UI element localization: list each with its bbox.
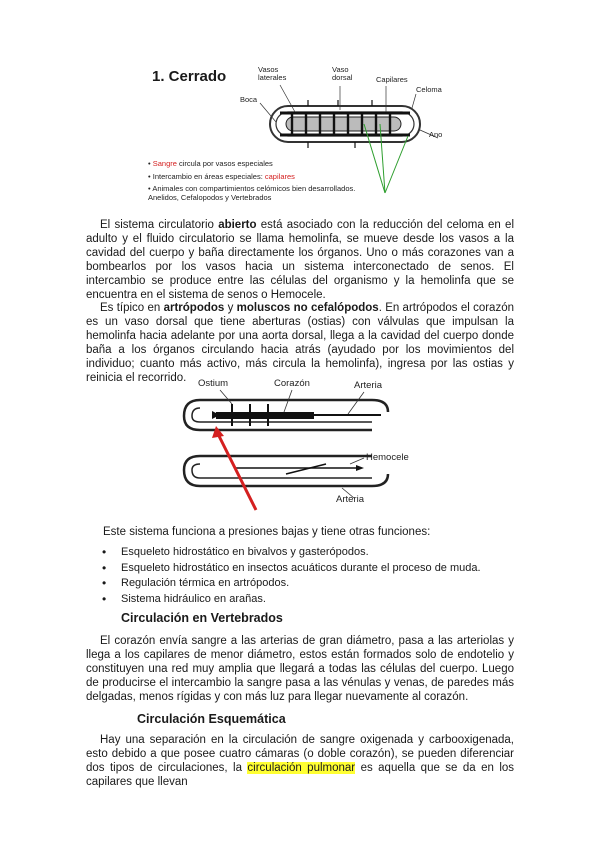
open-system-diagram bbox=[176, 374, 406, 512]
caption-line-4: Anelidos, Cefalopodos y Vertebrados bbox=[148, 193, 272, 202]
figure-title: 1. Cerrado bbox=[152, 68, 227, 85]
list-item: • Esqueleto hidrostático en bivalvos y gasterópodos. bbox=[102, 545, 481, 561]
label-celoma: Celoma bbox=[416, 85, 442, 94]
list-item: • Esqueleto hidrostático en insectos acuáticos durante el proceso de muda. bbox=[102, 561, 481, 577]
figure-closed-system bbox=[140, 60, 443, 210]
list-item: • Sistema hidráulico en arañas. bbox=[102, 592, 481, 608]
label-vasos-laterales: Vasos laterales bbox=[258, 65, 287, 82]
paragraph-artropodos: Es típico en artrópodos y moluscos no cefalópodos. En artrópodos el corazón es un vaso dorsal que tiene aberturas (ostias) con válvulas que impulsan la hemolinfa hacia adelante por una aorta dorsal, llega a la cavidad del cuerpo donde baña a los órganos circulando hacia atrás (ayudado por los movimientos del individuo; cuanto más activo, más circula la hemolinfa), ingresa por las ostias y reinicia el recorrido. bbox=[86, 302, 514, 384]
label-boca: Boca bbox=[240, 95, 258, 104]
paragraph-esquematica: Hay una separación en la circulación de sangre oxigenada y carbooxigenada, esto debido a que posee cuatro cámaras (o doble corazón), se pueden diferenciar dos tipos de circulaciones, la circulación pulmonar es aquella que se da en los capilares que llevan bbox=[86, 734, 515, 788]
caption-line-1: • Sangre circula por vasos especiales bbox=[148, 159, 273, 168]
list-item: • Regulación térmica en artrópodos. bbox=[102, 576, 481, 592]
paragraph-vertebrados: El corazón envía sangre a las arterias de gran diámetro, pasa a las arteriolas y llega a los capilares de menor diámetro, estos están formados solo de endotelio y constituyen una red muy amplia que llegará a todas las células del cuerpo. Luego de producirse el intercambio la sangre pasa a las vénulas y venas, de paredes más delgadas, menos rígidas y con más luz para llegar nuevamente al corazón. bbox=[86, 635, 514, 703]
label-ostium: Ostium bbox=[198, 378, 229, 389]
figure-open-system bbox=[176, 374, 409, 512]
label-arteria-bottom: Arteria bbox=[336, 494, 364, 505]
caption-line-3: • Animales con compartimientos celómicos bien desarrollados. bbox=[148, 184, 356, 193]
label-vaso-dorsal: Vaso dorsal bbox=[332, 65, 353, 82]
label-ano: Ano bbox=[429, 130, 443, 139]
label-corazon: Corazón bbox=[274, 378, 310, 389]
heading-vertebrados: Circulación en Vertebrados bbox=[121, 611, 283, 625]
functions-list bbox=[102, 545, 481, 607]
caption-line-2: • Intercambio en áreas especiales: capilares bbox=[148, 172, 295, 181]
label-capilares: Capilares bbox=[376, 75, 408, 84]
heading-esquematica: Circulación Esquemática bbox=[137, 712, 286, 726]
paragraph-abierto: El sistema circulatorio abierto está asociado con la reducción del celoma en el adulto y el fluido circulatorio se llama hemolinfa, se mueve desde los vasos a la cavidad del cuerpo y baña directamente los órganos. Uno o más corazones van a bombearlos por los vasos hacia un sistema interconectado de senos. El intercambio se produce entre las células del organismo y la hemolinfa que se encuentra en el sistema de senos o Hemocele. bbox=[86, 219, 514, 301]
label-arteria-top: Arteria bbox=[354, 380, 382, 391]
highlight-circulacion-pulmonar: circulación pulmonar bbox=[247, 762, 356, 774]
label-hemocele: Hemocele bbox=[366, 452, 409, 463]
functions-intro: Este sistema funciona a presiones bajas y tiene otras funciones: bbox=[103, 526, 431, 538]
